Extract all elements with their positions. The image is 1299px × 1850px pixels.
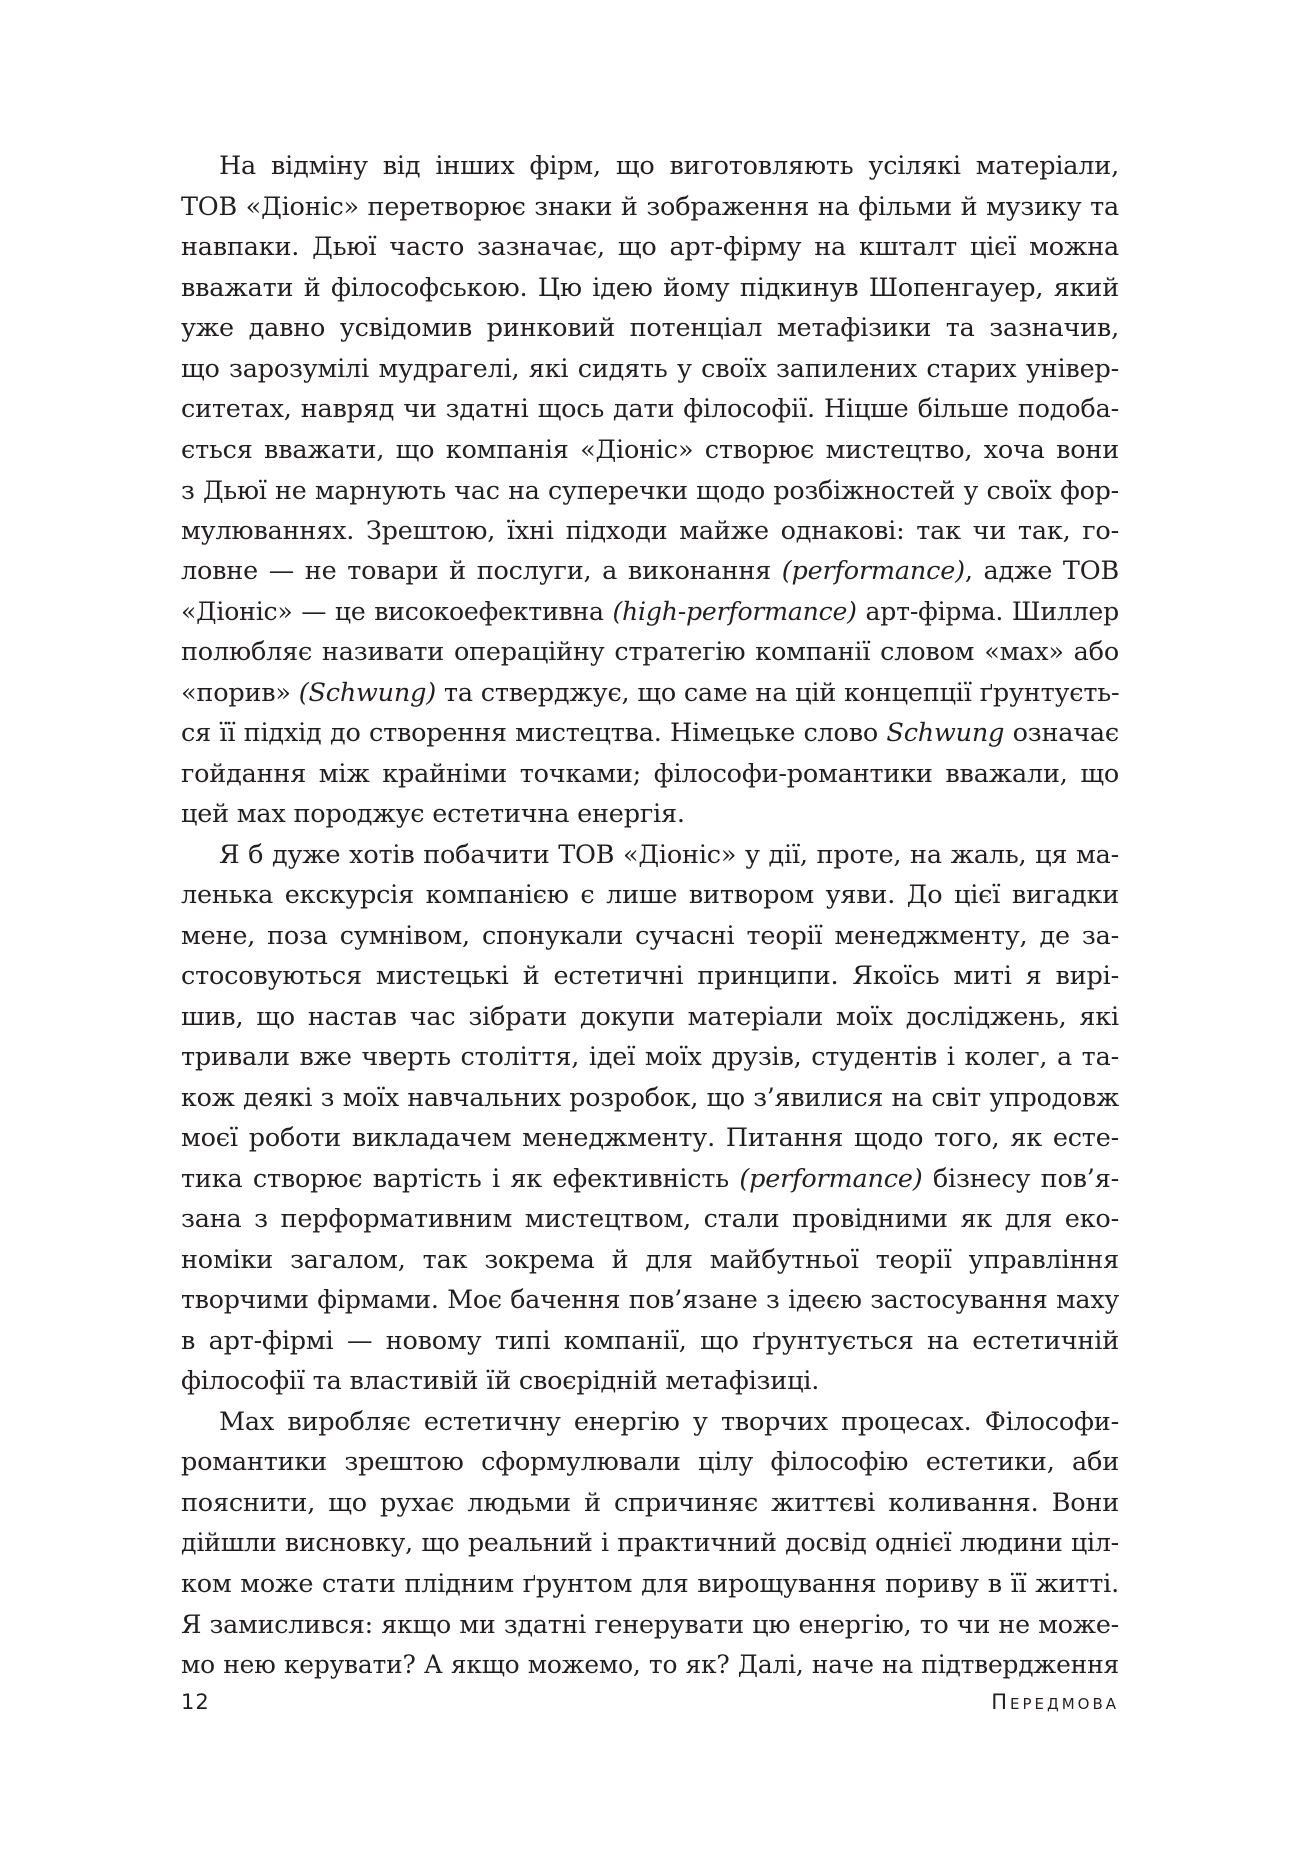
text-line: гойдання між крайніми точками; філософи-романтики вважали, що [181,758,1119,789]
text-line: стосовуються мистецькі й естетичні принципи. Якоїсь миті я вирі- [181,961,1119,991]
page-number: 12 [181,1690,210,1714]
text-line: Мах виробляє естетичну енергію у творчих процесах. Філософи- [219,1406,1119,1437]
text-line: дійшли висновку, що реальний і практичний досвід однієї людини ціл- [181,1528,1119,1557]
text-line: полюбляє називати операційну стратегію компанії словом «мах» або [181,637,1119,667]
text-line: ловне — не товари й послуги, а виконання (performance), адже ТОВ [181,556,1119,586]
text-line: ситетах, навряд чи здатні щось дати філософії. Ніцше більше подоба- [181,394,1119,424]
text-line: ленька екскурсія компанією є лише витвором уяви. До цієї вигадки [181,880,1119,910]
text-line: мулюваннях. Зрештою, їхні підходи майже однакові: так чи так, го- [181,515,1119,546]
text-line: з Дьюї не марнують час на суперечки щодо розбіжностей у своїх фор- [181,475,1119,505]
text-line: шив, що настав час зібрати докупи матеріали моїх досліджень, які [181,1001,1119,1032]
text-line: в арт-фірмі — новому типі компанії, що ґрунтується на естетичній [181,1325,1119,1356]
text-line: тривали вже чверть століття, ідеї моїх друзів, студентів і колег, а та- [181,1042,1119,1072]
text-line: романтики зрештою сформулювали цілу філософію естетики, аби [181,1447,1119,1477]
text-line: мене, поза сумнівом, спонукали сучасні теорії менеджменту, де за- [181,920,1119,951]
text-line: що зарозумілі мудрагелі, які сидять у своїх запилених старих універ- [181,353,1119,384]
text-line: «порив» (Schwung) та стверджує, що саме на цій концепції ґрунтуєть- [181,677,1120,708]
text-line: пояснити, що рухає людьми й спричиняє життєві коливання. Вони [181,1487,1119,1518]
italic-term: (performance) [739,1163,923,1194]
text-line: цей мах породжує естетична енергія. [181,799,685,829]
italic-term: (Schwung) [298,677,437,708]
paragraph-3 [181,1402,1119,1686]
text-line: «Діоніс» — це високоефективна (high-performance) арт-фірма. Шиллер [181,596,1119,626]
paragraph-2 [181,835,1119,1402]
text-line: моєї роботи викладачем менеджменту. Питання щодо того, як есте- [181,1123,1119,1153]
text-line: мо нею керувати? А якщо можемо, то як? Далі, наче на підтвердження [181,1649,1119,1679]
text-line: Я замислився: якщо ми здатні генерувати цю енергію, то чи не може- [181,1609,1119,1639]
text-line: Я б дуже хотів побачити ТОВ «Діоніс» у дії, проте, на жаль, ця ма- [219,839,1119,870]
text-line: На відміну від інших фірм, що виготовляють усілякі матеріали, [219,151,1119,181]
text-line: вважати й філософською. Цю ідею йому підкинув Шопенгауер, який [181,272,1119,303]
text-line: кож деякі з моїх навчальних розробок, що з’явилися на світ упродовж [181,1082,1119,1112]
text-line: уже давно усвідомив ринковий потенціал метафізики та зазначив, [181,313,1119,343]
text-line: зана з перформативним мистецтвом, стали провідними як для еко- [181,1204,1119,1234]
page-footer [181,1690,1119,1720]
text-line: ком може стати плідним ґрунтом для вирощування пориву в її житті. [181,1568,1119,1599]
body-text [181,146,1119,1685]
text-line: творчими фірмами. Моє бачення пов’язане з ідеєю застосування маху [181,1285,1119,1314]
text-line: номіки загалом, так зокрема й для майбутньої теорії управління [181,1244,1119,1275]
text-line: тика створює вартість і як ефективність (performance) бізнесу пов’я- [181,1163,1120,1194]
italic-term: (high-performance) [612,596,857,626]
text-line: навпаки. Дьюї часто зазначає, що арт-фірму на кшталт цієї можна [181,232,1119,262]
paragraph-1 [181,146,1119,835]
text-line: ється вважати, що компанія «Діоніс» створює мистецтво, хоча вони [181,434,1119,465]
text-line: ТОВ «Діоніс» перетворює знаки й зображення на фільми й музику та [181,191,1119,222]
italic-term: (performance) [781,556,965,586]
text-line: ся її підхід до створення мистецтва. Німецьке слово Schwung означає [181,718,1119,748]
italic-term: Schwung [886,718,1005,748]
running-head: Передмова [991,1690,1119,1714]
text-line: філософії та властивій їй своєрідній метафізиці. [181,1366,820,1396]
